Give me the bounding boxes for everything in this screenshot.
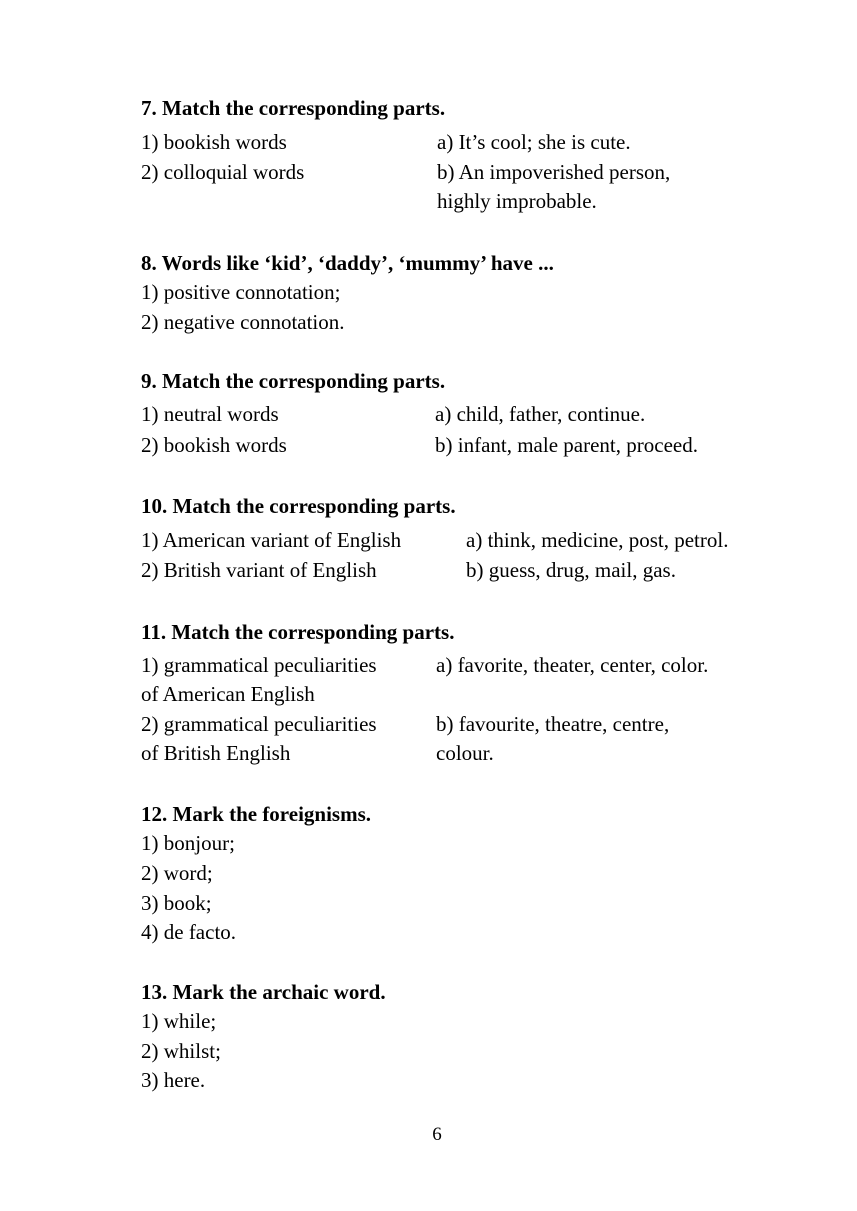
question-10-left-item-2: 2) British variant of English	[141, 558, 377, 582]
question-10-right-item-a: a) think, medicine, post, petrol.	[466, 528, 729, 552]
question-9-right-item-a: a) child, father, continue.	[435, 402, 646, 426]
question-9-title: 9. Match the corresponding parts.	[141, 369, 446, 393]
question-7-title: 7. Match the corresponding parts.	[141, 96, 446, 120]
question-11-left-item-2: 2) grammatical peculiarities	[141, 712, 377, 736]
question-9-left-item-2: 2) bookish words	[141, 433, 287, 457]
question-10-right-item-b: b) guess, drug, mail, gas.	[466, 558, 676, 582]
question-8-option-1: 1) positive connotation;	[141, 280, 341, 304]
question-9-right-item-b: b) infant, male parent, proceed.	[435, 433, 698, 457]
question-13-title: 13. Mark the archaic word.	[141, 980, 386, 1004]
question-13-option-2: 2) whilst;	[141, 1039, 221, 1063]
question-8-option-2: 2) negative connotation.	[141, 310, 345, 334]
question-12-option-1: 1) bonjour;	[141, 831, 235, 855]
question-12-option-2: 2) word;	[141, 861, 213, 885]
question-11-right-item-b-continued: colour.	[436, 741, 494, 765]
question-11-left-item-1-continued: of American English	[141, 682, 315, 706]
question-10-title: 10. Match the corresponding parts.	[141, 494, 456, 518]
question-11-left-item-2-continued: of British English	[141, 741, 291, 765]
question-11-left-item-1: 1) grammatical peculiarities	[141, 653, 377, 677]
question-11-title: 11. Match the corresponding parts.	[141, 620, 455, 644]
question-7-right-item-b: b) An impoverished person,	[437, 160, 671, 184]
question-12-option-3: 3) book;	[141, 891, 212, 915]
question-13-option-3: 3) here.	[141, 1068, 206, 1092]
question-7-left-item-2: 2) colloquial words	[141, 160, 305, 184]
question-11-right-item-b: b) favourite, theatre, centre,	[436, 712, 670, 736]
question-8-title: 8. Words like ‘kid’, ‘daddy’, ‘mummy’ have ...	[141, 251, 554, 275]
question-7-left-item-1: 1) bookish words	[141, 130, 287, 154]
page-number: 6	[432, 1124, 442, 1145]
question-13-option-1: 1) while;	[141, 1009, 217, 1033]
question-12-title: 12. Mark the foreignisms.	[141, 802, 372, 826]
question-10-left-item-1: 1) American variant of English	[141, 528, 402, 552]
question-12-option-4: 4) de facto.	[141, 920, 237, 944]
question-9-left-item-1: 1) neutral words	[141, 402, 279, 426]
question-11-right-item-a: a) favorite, theater, center, color.	[436, 653, 709, 677]
question-7-right-item-a: a) It’s cool; she is cute.	[437, 130, 631, 154]
question-7-right-item-b-continued: highly improbable.	[437, 189, 597, 213]
